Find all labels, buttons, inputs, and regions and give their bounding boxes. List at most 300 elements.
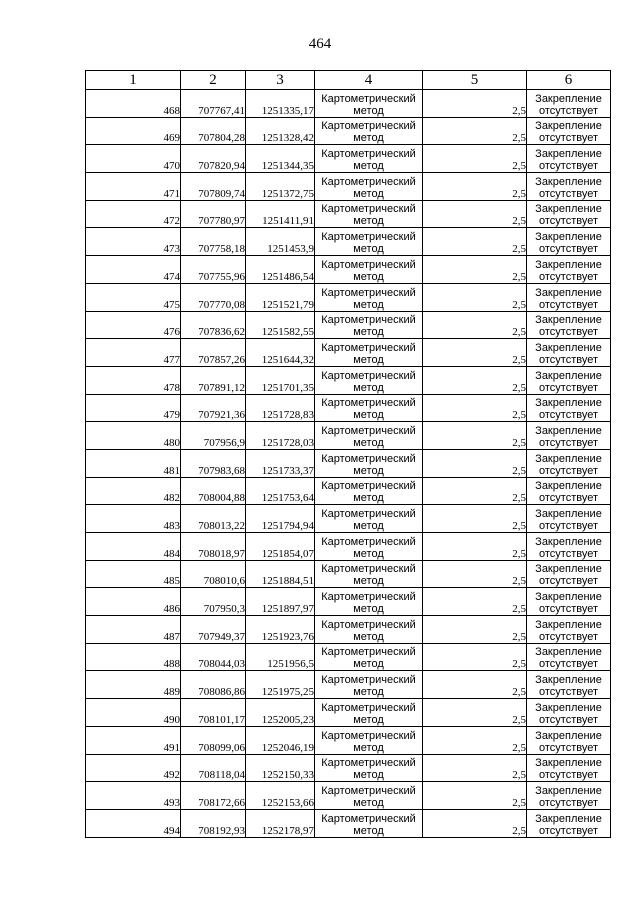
coord-y: 1251975,25 bbox=[246, 671, 315, 699]
method-cell bbox=[315, 145, 423, 173]
method-line: метод bbox=[353, 298, 384, 311]
fixation-line: Закрепление bbox=[535, 563, 602, 576]
fixation-cell bbox=[527, 228, 611, 256]
fixation-line: отсутствует bbox=[538, 824, 598, 837]
fixation-cell bbox=[527, 394, 611, 422]
table-row bbox=[86, 782, 611, 810]
coord-y: 1251897,97 bbox=[246, 588, 315, 616]
fixation-cell bbox=[527, 117, 611, 145]
method-line: метод bbox=[353, 824, 384, 837]
method-line: Картометрический bbox=[321, 203, 416, 216]
coord-x: 707950,3 bbox=[181, 588, 246, 616]
table-row bbox=[86, 145, 611, 173]
accuracy: 2,5 bbox=[423, 200, 527, 228]
fixation-cell bbox=[527, 311, 611, 339]
coord-x: 707956,9 bbox=[181, 422, 246, 450]
table-row bbox=[86, 726, 611, 754]
coord-y: 1251328,42 bbox=[246, 117, 315, 145]
fixation-cell bbox=[527, 754, 611, 782]
fixation-line: отсутствует bbox=[538, 686, 598, 699]
fixation-line: отсутствует bbox=[538, 132, 598, 145]
fixation-cell bbox=[527, 449, 611, 477]
fixation-line: Закрепление bbox=[535, 397, 602, 410]
accuracy: 2,5 bbox=[423, 616, 527, 644]
method-line: Картометрический bbox=[321, 452, 416, 465]
fixation-cell bbox=[527, 422, 611, 450]
table-row bbox=[86, 449, 611, 477]
coord-y: 1252150,33 bbox=[246, 754, 315, 782]
method-cell bbox=[315, 283, 423, 311]
accuracy: 2,5 bbox=[423, 117, 527, 145]
accuracy: 2,5 bbox=[423, 643, 527, 671]
accuracy: 2,5 bbox=[423, 671, 527, 699]
table-row bbox=[86, 422, 611, 450]
accuracy: 2,5 bbox=[423, 754, 527, 782]
point-number: 485 bbox=[86, 560, 181, 588]
table-row bbox=[86, 809, 611, 837]
method-cell bbox=[315, 726, 423, 754]
fixation-cell bbox=[527, 560, 611, 588]
coordinates-table bbox=[85, 70, 611, 838]
header-row bbox=[86, 71, 611, 90]
fixation-line: Закрепление bbox=[535, 757, 602, 770]
method-cell bbox=[315, 200, 423, 228]
method-line: метод bbox=[353, 353, 384, 366]
coord-x: 708018,97 bbox=[181, 533, 246, 561]
table-row bbox=[86, 699, 611, 727]
method-line: метод bbox=[353, 409, 384, 422]
method-line: Картометрический bbox=[321, 618, 416, 631]
fixation-line: Закрепление bbox=[535, 286, 602, 299]
point-number: 488 bbox=[86, 643, 181, 671]
method-cell bbox=[315, 616, 423, 644]
coord-x: 708044,03 bbox=[181, 643, 246, 671]
fixation-cell bbox=[527, 145, 611, 173]
method-line: Картометрический bbox=[321, 258, 416, 271]
method-line: метод bbox=[353, 492, 384, 505]
fixation-line: отсутствует bbox=[538, 353, 598, 366]
method-line: Картометрический bbox=[321, 314, 416, 327]
coord-y: 1252005,23 bbox=[246, 699, 315, 727]
method-line: Картометрический bbox=[321, 591, 416, 604]
fixation-cell bbox=[527, 616, 611, 644]
point-number: 484 bbox=[86, 533, 181, 561]
table-row bbox=[86, 505, 611, 533]
coord-y: 1251728,83 bbox=[246, 394, 315, 422]
method-line: метод bbox=[353, 686, 384, 699]
fixation-line: Закрепление bbox=[535, 452, 602, 465]
method-cell bbox=[315, 671, 423, 699]
coord-x: 707770,08 bbox=[181, 283, 246, 311]
point-number: 492 bbox=[86, 754, 181, 782]
method-cell bbox=[315, 560, 423, 588]
fixation-line: отсутствует bbox=[538, 713, 598, 726]
table-row bbox=[86, 533, 611, 561]
point-number: 480 bbox=[86, 422, 181, 450]
point-number: 487 bbox=[86, 616, 181, 644]
coord-x: 708099,06 bbox=[181, 726, 246, 754]
table-row bbox=[86, 90, 611, 118]
table-row bbox=[86, 283, 611, 311]
fixation-line: Закрепление bbox=[535, 618, 602, 631]
method-cell bbox=[315, 699, 423, 727]
coord-x: 707983,68 bbox=[181, 449, 246, 477]
method-cell bbox=[315, 228, 423, 256]
fixation-line: отсутствует bbox=[538, 243, 598, 256]
method-line: Картометрический bbox=[321, 397, 416, 410]
method-line: метод bbox=[353, 713, 384, 726]
table-row bbox=[86, 366, 611, 394]
fixation-line: отсутствует bbox=[538, 520, 598, 532]
method-line: метод bbox=[353, 658, 384, 671]
fixation-line: Закрепление bbox=[535, 591, 602, 604]
method-cell bbox=[315, 311, 423, 339]
accuracy: 2,5 bbox=[423, 726, 527, 754]
fixation-cell bbox=[527, 533, 611, 561]
coord-y: 1251372,75 bbox=[246, 173, 315, 201]
accuracy: 2,5 bbox=[423, 366, 527, 394]
point-number: 477 bbox=[86, 339, 181, 367]
fixation-line: Закрепление bbox=[535, 812, 602, 825]
accuracy: 2,5 bbox=[423, 782, 527, 810]
point-number: 491 bbox=[86, 726, 181, 754]
method-line: Картометрический bbox=[321, 701, 416, 714]
coord-x: 707820,94 bbox=[181, 145, 246, 173]
method-line: Картометрический bbox=[321, 757, 416, 770]
coord-y: 1251582,55 bbox=[246, 311, 315, 339]
fixation-line: отсутствует bbox=[538, 160, 598, 173]
coord-x: 707891,12 bbox=[181, 366, 246, 394]
method-line: метод bbox=[353, 630, 384, 643]
coord-x: 707758,18 bbox=[181, 228, 246, 256]
point-number: 468 bbox=[86, 90, 181, 118]
method-line: Картометрический bbox=[321, 508, 416, 520]
fixation-line: отсутствует bbox=[538, 769, 598, 782]
coord-y: 1251335,17 bbox=[246, 90, 315, 118]
fixation-line: Закрепление bbox=[535, 92, 602, 105]
fixation-line: Закрепление bbox=[535, 120, 602, 133]
method-cell bbox=[315, 533, 423, 561]
method-cell bbox=[315, 366, 423, 394]
point-number: 472 bbox=[86, 200, 181, 228]
header-cell: 3 bbox=[246, 71, 315, 90]
accuracy: 2,5 bbox=[423, 90, 527, 118]
point-number: 486 bbox=[86, 588, 181, 616]
method-line: Картометрический bbox=[321, 175, 416, 188]
point-number: 470 bbox=[86, 145, 181, 173]
coord-x: 708004,88 bbox=[181, 477, 246, 505]
accuracy: 2,5 bbox=[423, 699, 527, 727]
fixation-line: Закрепление bbox=[535, 424, 602, 437]
coord-y: 1252046,19 bbox=[246, 726, 315, 754]
coord-x: 707857,26 bbox=[181, 339, 246, 367]
coord-y: 1251344,35 bbox=[246, 145, 315, 173]
header-cell: 4 bbox=[315, 71, 423, 90]
accuracy: 2,5 bbox=[423, 311, 527, 339]
fixation-line: Закрепление bbox=[535, 480, 602, 493]
method-cell bbox=[315, 754, 423, 782]
fixation-line: Закрепление bbox=[535, 314, 602, 327]
method-cell bbox=[315, 588, 423, 616]
table-row bbox=[86, 311, 611, 339]
coord-y: 1251854,07 bbox=[246, 533, 315, 561]
point-number: 469 bbox=[86, 117, 181, 145]
method-line: Картометрический bbox=[321, 812, 416, 825]
fixation-cell bbox=[527, 671, 611, 699]
accuracy: 2,5 bbox=[423, 560, 527, 588]
fixation-line: Закрепление bbox=[535, 341, 602, 354]
fixation-line: отсутствует bbox=[538, 658, 598, 671]
coord-x: 707836,62 bbox=[181, 311, 246, 339]
method-line: Картометрический bbox=[321, 231, 416, 244]
coord-y: 1251701,35 bbox=[246, 366, 315, 394]
fixation-line: отсутствует bbox=[538, 104, 598, 117]
table-row bbox=[86, 394, 611, 422]
fixation-line: Закрепление bbox=[535, 646, 602, 659]
point-number: 494 bbox=[86, 809, 181, 837]
coord-x: 708101,17 bbox=[181, 699, 246, 727]
fixation-line: Закрепление bbox=[535, 231, 602, 244]
method-line: метод bbox=[353, 215, 384, 228]
point-number: 483 bbox=[86, 505, 181, 533]
method-line: метод bbox=[353, 741, 384, 754]
accuracy: 2,5 bbox=[423, 173, 527, 201]
accuracy: 2,5 bbox=[423, 505, 527, 533]
accuracy: 2,5 bbox=[423, 477, 527, 505]
coord-x: 707921,36 bbox=[181, 394, 246, 422]
coord-y: 1251486,54 bbox=[246, 256, 315, 284]
coord-x: 707767,41 bbox=[181, 90, 246, 118]
header-cell: 1 bbox=[86, 71, 181, 90]
table-row bbox=[86, 616, 611, 644]
table-row bbox=[86, 173, 611, 201]
fixation-line: Закрепление bbox=[535, 369, 602, 382]
fixation-line: Закрепление bbox=[535, 701, 602, 714]
method-cell bbox=[315, 505, 423, 533]
fixation-line: отсутствует bbox=[538, 492, 598, 505]
point-number: 474 bbox=[86, 256, 181, 284]
header-cell: 5 bbox=[423, 71, 527, 90]
accuracy: 2,5 bbox=[423, 533, 527, 561]
method-cell bbox=[315, 643, 423, 671]
method-line: Картометрический bbox=[321, 148, 416, 161]
fixation-line: отсутствует bbox=[538, 270, 598, 283]
method-line: Картометрический bbox=[321, 369, 416, 382]
method-cell bbox=[315, 422, 423, 450]
point-number: 475 bbox=[86, 283, 181, 311]
point-number: 481 bbox=[86, 449, 181, 477]
method-line: Картометрический bbox=[321, 480, 416, 493]
method-line: метод bbox=[353, 132, 384, 145]
method-cell bbox=[315, 394, 423, 422]
method-cell bbox=[315, 117, 423, 145]
method-line: метод bbox=[353, 796, 384, 809]
method-cell bbox=[315, 782, 423, 810]
table-row bbox=[86, 228, 611, 256]
fixation-cell bbox=[527, 643, 611, 671]
fixation-line: отсутствует bbox=[538, 381, 598, 394]
point-number: 471 bbox=[86, 173, 181, 201]
coord-y: 1251411,91 bbox=[246, 200, 315, 228]
coord-x: 708013,22 bbox=[181, 505, 246, 533]
coord-y: 1251923,76 bbox=[246, 616, 315, 644]
accuracy: 2,5 bbox=[423, 339, 527, 367]
coord-y: 1251644,32 bbox=[246, 339, 315, 367]
point-number: 476 bbox=[86, 311, 181, 339]
method-line: Картометрический bbox=[321, 563, 416, 576]
accuracy: 2,5 bbox=[423, 256, 527, 284]
method-line: метод bbox=[353, 464, 384, 477]
table-row bbox=[86, 671, 611, 699]
fixation-line: Закрепление bbox=[535, 148, 602, 161]
method-line: метод bbox=[353, 160, 384, 173]
coord-x: 708192,93 bbox=[181, 809, 246, 837]
fixation-line: отсутствует bbox=[538, 215, 598, 228]
coord-x: 707804,28 bbox=[181, 117, 246, 145]
accuracy: 2,5 bbox=[423, 422, 527, 450]
method-line: метод bbox=[353, 603, 384, 616]
fixation-cell bbox=[527, 588, 611, 616]
table-row bbox=[86, 643, 611, 671]
coord-y: 1251753,64 bbox=[246, 477, 315, 505]
method-cell bbox=[315, 809, 423, 837]
coord-y: 1251794,94 bbox=[246, 505, 315, 533]
table-row bbox=[86, 256, 611, 284]
method-line: метод bbox=[353, 104, 384, 117]
fixation-line: Закрепление bbox=[535, 508, 602, 520]
table-row bbox=[86, 117, 611, 145]
coord-x: 708086,86 bbox=[181, 671, 246, 699]
fixation-line: отсутствует bbox=[538, 796, 598, 809]
fixation-line: Закрепление bbox=[535, 203, 602, 216]
fixation-cell bbox=[527, 505, 611, 533]
method-line: Картометрический bbox=[321, 92, 416, 105]
method-line: метод bbox=[353, 436, 384, 449]
fixation-line: Закрепление bbox=[535, 258, 602, 271]
fixation-line: отсутствует bbox=[538, 603, 598, 616]
table-row bbox=[86, 754, 611, 782]
coord-y: 1252153,66 bbox=[246, 782, 315, 810]
fixation-cell bbox=[527, 173, 611, 201]
coord-x: 708118,04 bbox=[181, 754, 246, 782]
coord-y: 1251521,79 bbox=[246, 283, 315, 311]
method-cell bbox=[315, 339, 423, 367]
method-cell bbox=[315, 449, 423, 477]
method-line: метод bbox=[353, 243, 384, 256]
fixation-line: отсутствует bbox=[538, 326, 598, 339]
coord-y: 1251884,51 bbox=[246, 560, 315, 588]
table-row bbox=[86, 588, 611, 616]
fixation-line: Закрепление bbox=[535, 674, 602, 687]
fixation-cell bbox=[527, 200, 611, 228]
coord-y: 1251956,5 bbox=[246, 643, 315, 671]
fixation-line: отсутствует bbox=[538, 187, 598, 200]
fixation-line: отсутствует bbox=[538, 298, 598, 311]
method-cell bbox=[315, 256, 423, 284]
method-line: метод bbox=[353, 187, 384, 200]
coord-y: 1251453,9 bbox=[246, 228, 315, 256]
coord-x: 707780,97 bbox=[181, 200, 246, 228]
fixation-cell bbox=[527, 283, 611, 311]
method-cell bbox=[315, 173, 423, 201]
fixation-cell bbox=[527, 366, 611, 394]
fixation-line: Закрепление bbox=[535, 784, 602, 797]
method-line: Картометрический bbox=[321, 646, 416, 659]
fixation-cell bbox=[527, 90, 611, 118]
point-number: 493 bbox=[86, 782, 181, 810]
fixation-line: отсутствует bbox=[538, 575, 598, 588]
method-line: Картометрический bbox=[321, 729, 416, 742]
method-line: Картометрический bbox=[321, 120, 416, 133]
fixation-line: отсутствует bbox=[538, 741, 598, 754]
method-line: метод bbox=[353, 381, 384, 394]
point-number: 478 bbox=[86, 366, 181, 394]
accuracy: 2,5 bbox=[423, 809, 527, 837]
coord-x: 707755,96 bbox=[181, 256, 246, 284]
method-line: Картометрический bbox=[321, 424, 416, 437]
coord-y: 1252178,97 bbox=[246, 809, 315, 837]
header-cell: 2 bbox=[181, 71, 246, 90]
fixation-line: отсутствует bbox=[538, 464, 598, 477]
fixation-line: Закрепление bbox=[535, 729, 602, 742]
fixation-line: отсутствует bbox=[538, 630, 598, 643]
method-line: Картометрический bbox=[321, 341, 416, 354]
fixation-cell bbox=[527, 339, 611, 367]
coord-x: 707809,74 bbox=[181, 173, 246, 201]
coord-y: 1251733,37 bbox=[246, 449, 315, 477]
point-number: 482 bbox=[86, 477, 181, 505]
fixation-cell bbox=[527, 699, 611, 727]
method-line: метод bbox=[353, 326, 384, 339]
coord-x: 708010,6 bbox=[181, 560, 246, 588]
coord-x: 707949,37 bbox=[181, 616, 246, 644]
accuracy: 2,5 bbox=[423, 588, 527, 616]
point-number: 490 bbox=[86, 699, 181, 727]
method-line: метод bbox=[353, 520, 384, 532]
coord-y: 1251728,03 bbox=[246, 422, 315, 450]
accuracy: 2,5 bbox=[423, 449, 527, 477]
fixation-line: отсутствует bbox=[538, 547, 598, 560]
header-cell: 6 bbox=[527, 71, 611, 90]
method-cell bbox=[315, 90, 423, 118]
coord-x: 708172,66 bbox=[181, 782, 246, 810]
table-row bbox=[86, 560, 611, 588]
fixation-cell bbox=[527, 809, 611, 837]
method-line: метод bbox=[353, 575, 384, 588]
method-line: метод bbox=[353, 769, 384, 782]
accuracy: 2,5 bbox=[423, 145, 527, 173]
method-line: метод bbox=[353, 547, 384, 560]
method-cell bbox=[315, 477, 423, 505]
fixation-cell bbox=[527, 726, 611, 754]
fixation-line: отсутствует bbox=[538, 409, 598, 422]
method-line: Картометрический bbox=[321, 535, 416, 548]
table-row bbox=[86, 200, 611, 228]
accuracy: 2,5 bbox=[423, 228, 527, 256]
method-line: метод bbox=[353, 270, 384, 283]
accuracy: 2,5 bbox=[423, 283, 527, 311]
fixation-line: Закрепление bbox=[535, 175, 602, 188]
method-line: Картометрический bbox=[321, 784, 416, 797]
table-row bbox=[86, 477, 611, 505]
fixation-line: отсутствует bbox=[538, 436, 598, 449]
fixation-cell bbox=[527, 256, 611, 284]
method-line: Картометрический bbox=[321, 674, 416, 687]
accuracy: 2,5 bbox=[423, 394, 527, 422]
page-number: 464 bbox=[308, 36, 332, 52]
method-line: Картометрический bbox=[321, 286, 416, 299]
fixation-cell bbox=[527, 477, 611, 505]
